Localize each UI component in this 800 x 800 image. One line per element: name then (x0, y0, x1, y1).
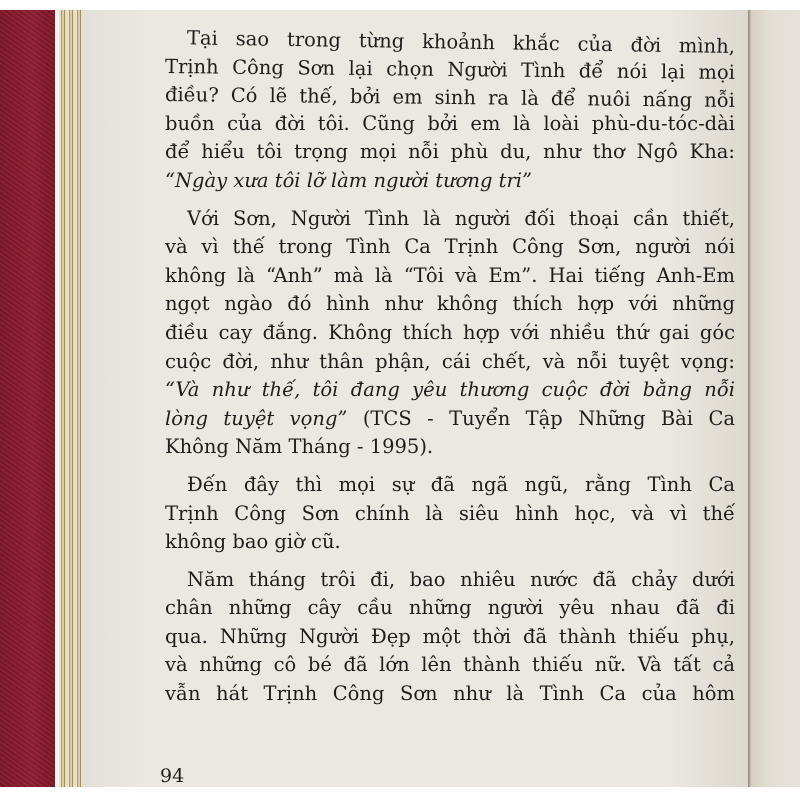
text-line: chân những cây cầu những người yêu nhau đã đi (165, 596, 735, 620)
text-line: và những cô bé đã lớn lên thành thiếu nữ. Và tất cả (165, 653, 735, 677)
quote-line (165, 376, 735, 405)
page-edges (59, 10, 81, 787)
text-line: Năm tháng trôi đi, bao nhiêu nước đã chảy dưới (187, 567, 735, 591)
text-line: Không Năm Tháng - 1995). (165, 435, 434, 459)
text-line: Trịnh Công Sơn chính là siêu hình học, và vì thế (165, 501, 735, 525)
quote-line (165, 167, 735, 196)
page-number: 94 (160, 765, 185, 787)
text-line: Trịnh Công Sơn lại chọn Người Tình để nói lại mọi (164, 54, 736, 84)
book-photo (0, 10, 800, 787)
text-line: không là “Anh” mà là “Tôi và Em”. Hai tiếng Anh-Em (165, 263, 735, 287)
paragraph-2 (165, 205, 735, 462)
text-line: không bao giờ cũ. (165, 530, 341, 554)
red-book-cover (0, 10, 55, 787)
adjacent-page (751, 10, 800, 787)
text-line: ngọt ngào đó hình như không thích hợp với những (165, 292, 735, 316)
text-line: điều? Có lẽ thế, bởi em sinh ra là để nuôi nấng nỗi (164, 83, 736, 113)
paragraph-1 (165, 24, 735, 196)
paragraph-4 (165, 566, 735, 709)
text-line: cuộc đời, như thân phận, cái chết, và nỗi tuyệt vọng: (165, 349, 735, 373)
page-body-text (165, 24, 735, 718)
text-line: Đến đây thì mọi sự đã ngã ngũ, rằng Tình Ca (187, 472, 735, 496)
citation: (TCS - Tuyển Tập Những Bài Ca (347, 406, 735, 430)
text-line: Với Sơn, Người Tình là người đối thoại cần thiết, (187, 206, 735, 230)
text-line: buồn của đời tôi. Cũng bởi em là loài phù-du-tóc-dài (165, 111, 735, 135)
paragraph-3 (165, 471, 735, 557)
text-line: điều cay đắng. Không thích hợp với nhiều thứ gai góc (165, 320, 735, 344)
text-line: và vì thế trong Tình Ca Trịnh Công Sơn, người nói (165, 235, 735, 259)
text-line (165, 405, 735, 434)
poem-quote: “Ngày xưa tôi lỡ làm người tương tri” (165, 168, 532, 192)
text-line: để hiểu tôi trọng mọi nỗi phù du, như thơ Ngô Kha: (165, 140, 735, 164)
text-line: Tại sao trong từng khoảnh khắc của đời mình, (186, 26, 736, 58)
text-line: vẫn hát Trịnh Công Sơn như là Tình Ca của hôm (165, 682, 735, 706)
text-line: qua. Những Người Đẹp một thời đã thành thiếu phụ, (165, 624, 735, 648)
song-quote-end: lòng tuyệt vọng” (165, 406, 348, 430)
song-quote: “Và như thế, tôi đang yêu thương cuộc đời bằng nỗi (165, 378, 735, 402)
